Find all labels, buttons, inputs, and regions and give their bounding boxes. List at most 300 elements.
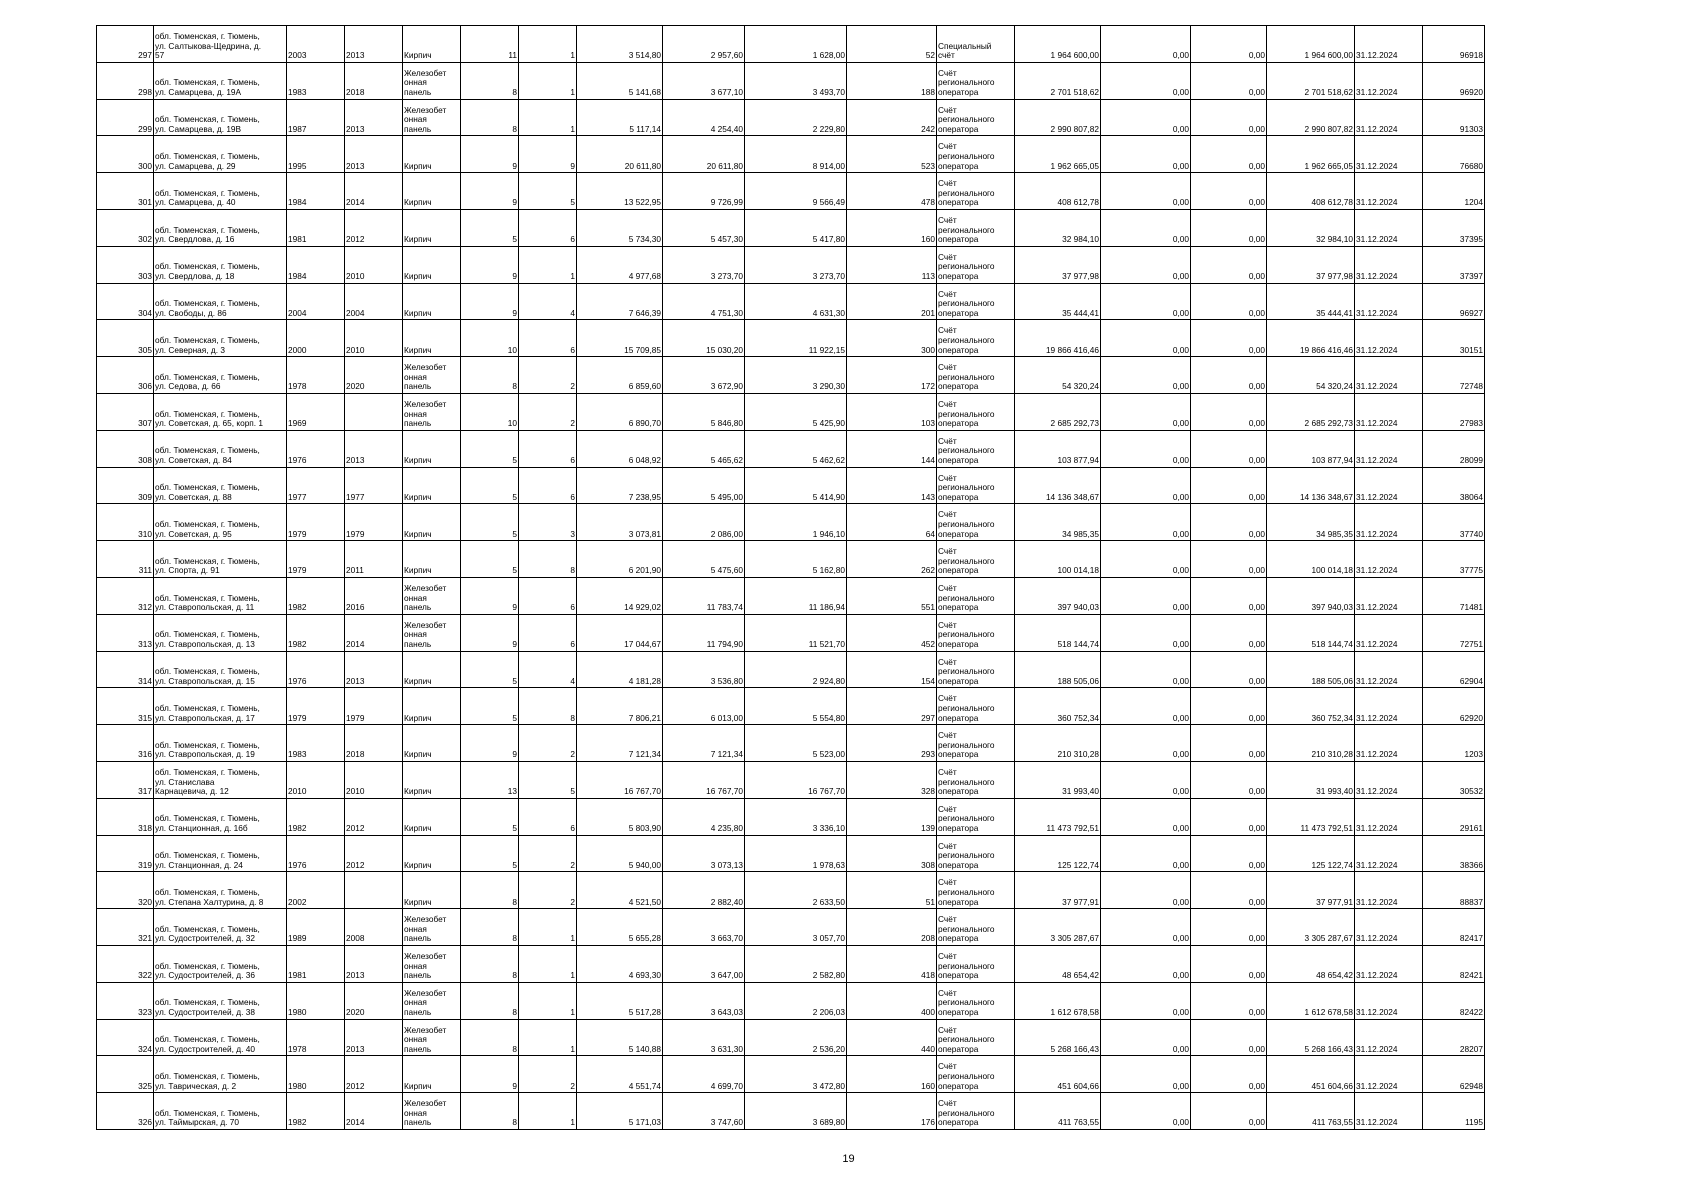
- table-row: [97, 651, 1485, 688]
- cell-residential-area: 5 462,62: [745, 430, 847, 467]
- cell-total-area: 5 141,68: [577, 62, 663, 99]
- table-row: [97, 62, 1485, 99]
- cell-total-area: 3 514,80: [577, 26, 663, 63]
- cell-living-area: 9 726,99: [663, 173, 745, 210]
- cell-report-date: 31.12.2024: [1355, 209, 1423, 246]
- cell-floors: 9: [461, 246, 519, 283]
- cell-balance: 360 752,34: [1267, 688, 1355, 725]
- cell-total-area: 5 140,88: [577, 1019, 663, 1056]
- cell-residents: 440: [847, 1019, 937, 1056]
- cell-house-id: 30151: [1423, 320, 1485, 357]
- cell-accrued-amount: 54 320,24: [1015, 357, 1101, 394]
- cell-overhaul-year: 2013: [345, 26, 403, 63]
- cell-entrances: 2: [519, 357, 577, 394]
- table-row: [97, 246, 1485, 283]
- cell-arrears: 0,00: [1191, 577, 1267, 614]
- cell-report-date: 31.12.2024: [1355, 173, 1423, 210]
- table-row: [97, 430, 1485, 467]
- cell-entrances: 6: [519, 209, 577, 246]
- cell-total-area: 7 806,21: [577, 688, 663, 725]
- cell-residential-area: 1 946,10: [745, 504, 847, 541]
- cell-living-area: 4 699,70: [663, 1056, 745, 1093]
- cell-total-area: 3 073,81: [577, 504, 663, 541]
- cell-residential-area: 3 057,70: [745, 909, 847, 946]
- cell-paid-amount: 0,00: [1101, 430, 1191, 467]
- cell-residents: 172: [847, 357, 937, 394]
- cell-wall-material: Кирпич: [403, 798, 461, 835]
- cell-wall-material: Кирпич: [403, 835, 461, 872]
- cell-build-year: 1978: [287, 1019, 345, 1056]
- cell-entrances: 4: [519, 283, 577, 320]
- cell-living-area: 2 086,00: [663, 504, 745, 541]
- cell-accrued-amount: 32 984,10: [1015, 209, 1101, 246]
- cell-accrued-amount: 11 473 792,51: [1015, 798, 1101, 835]
- cell-entrances: 1: [519, 1093, 577, 1130]
- cell-report-date: 31.12.2024: [1355, 246, 1423, 283]
- cell-overhaul-year: 2016: [345, 577, 403, 614]
- cell-row-number: 303: [97, 246, 154, 283]
- cell-build-year: 2000: [287, 320, 345, 357]
- cell-account-type: Счёт регионального оператора: [937, 982, 1015, 1019]
- cell-account-type: Счёт регионального оператора: [937, 173, 1015, 210]
- cell-report-date: 31.12.2024: [1355, 504, 1423, 541]
- cell-paid-amount: 0,00: [1101, 357, 1191, 394]
- cell-balance: 397 940,03: [1267, 577, 1355, 614]
- cell-living-area: 7 121,34: [663, 725, 745, 762]
- cell-house-id: 1204: [1423, 173, 1485, 210]
- cell-row-number: 304: [97, 283, 154, 320]
- cell-floors: 8: [461, 357, 519, 394]
- register-table: [96, 25, 1485, 1130]
- cell-address: обл. Тюменская, г. Тюмень, ул. Салтыкова-Щедрина, д. 57: [154, 26, 287, 63]
- cell-build-year: 1982: [287, 577, 345, 614]
- cell-house-id: 1195: [1423, 1093, 1485, 1130]
- cell-report-date: 31.12.2024: [1355, 798, 1423, 835]
- cell-address: обл. Тюменская, г. Тюмень, ул. Таврическая, д. 2: [154, 1056, 287, 1093]
- cell-row-number: 326: [97, 1093, 154, 1130]
- cell-residents: 144: [847, 430, 937, 467]
- cell-entrances: 6: [519, 467, 577, 504]
- cell-accrued-amount: 14 136 348,67: [1015, 467, 1101, 504]
- cell-house-id: 38064: [1423, 467, 1485, 504]
- cell-residents: 51: [847, 872, 937, 909]
- cell-paid-amount: 0,00: [1101, 173, 1191, 210]
- cell-paid-amount: 0,00: [1101, 835, 1191, 872]
- table-row: [97, 798, 1485, 835]
- cell-arrears: 0,00: [1191, 798, 1267, 835]
- cell-house-id: 62904: [1423, 651, 1485, 688]
- table-row: [97, 688, 1485, 725]
- cell-floors: 8: [461, 1019, 519, 1056]
- cell-total-area: 7 121,34: [577, 725, 663, 762]
- cell-account-type: Счёт регионального оператора: [937, 357, 1015, 394]
- cell-floors: 5: [461, 467, 519, 504]
- cell-paid-amount: 0,00: [1101, 541, 1191, 578]
- cell-build-year: 1980: [287, 982, 345, 1019]
- table-body: [97, 26, 1485, 1130]
- cell-residents: 478: [847, 173, 937, 210]
- cell-entrances: 1: [519, 982, 577, 1019]
- cell-residential-area: 2 536,20: [745, 1019, 847, 1056]
- cell-paid-amount: 0,00: [1101, 945, 1191, 982]
- cell-row-number: 306: [97, 357, 154, 394]
- cell-balance: 3 305 287,67: [1267, 909, 1355, 946]
- cell-total-area: 13 522,95: [577, 173, 663, 210]
- cell-balance: 19 866 416,46: [1267, 320, 1355, 357]
- cell-residents: 188: [847, 62, 937, 99]
- cell-account-type: Счёт регионального оператора: [937, 430, 1015, 467]
- cell-build-year: 1976: [287, 430, 345, 467]
- cell-total-area: 5 117,14: [577, 99, 663, 136]
- cell-residents: 262: [847, 541, 937, 578]
- cell-address: обл. Тюменская, г. Тюмень, ул. Самарцева, д. 19А: [154, 62, 287, 99]
- cell-house-id: 28099: [1423, 430, 1485, 467]
- cell-floors: 5: [461, 209, 519, 246]
- cell-total-area: 7 646,39: [577, 283, 663, 320]
- cell-residential-area: 3 273,70: [745, 246, 847, 283]
- cell-build-year: 2004: [287, 283, 345, 320]
- cell-house-id: 29161: [1423, 798, 1485, 835]
- cell-row-number: 308: [97, 430, 154, 467]
- cell-wall-material: Железобет онная панель: [403, 1019, 461, 1056]
- cell-wall-material: Кирпич: [403, 26, 461, 63]
- cell-balance: 14 136 348,67: [1267, 467, 1355, 504]
- cell-entrances: 9: [519, 136, 577, 173]
- table-row: [97, 945, 1485, 982]
- cell-wall-material: Железобет онная панель: [403, 62, 461, 99]
- cell-entrances: 5: [519, 173, 577, 210]
- cell-address: обл. Тюменская, г. Тюмень, ул. Советская, д. 84: [154, 430, 287, 467]
- cell-accrued-amount: 3 305 287,67: [1015, 909, 1101, 946]
- cell-account-type: Счёт регионального оператора: [937, 393, 1015, 430]
- cell-wall-material: Кирпич: [403, 136, 461, 173]
- cell-entrances: 2: [519, 393, 577, 430]
- cell-house-id: 37395: [1423, 209, 1485, 246]
- cell-accrued-amount: 2 685 292,73: [1015, 393, 1101, 430]
- cell-total-area: 5 734,30: [577, 209, 663, 246]
- cell-total-area: 4 693,30: [577, 945, 663, 982]
- cell-floors: 9: [461, 577, 519, 614]
- cell-build-year: 1979: [287, 541, 345, 578]
- cell-overhaul-year: 2013: [345, 945, 403, 982]
- cell-build-year: 1978: [287, 357, 345, 394]
- cell-overhaul-year: 2014: [345, 1093, 403, 1130]
- cell-floors: 10: [461, 393, 519, 430]
- cell-floors: 9: [461, 283, 519, 320]
- cell-total-area: 17 044,67: [577, 614, 663, 651]
- cell-account-type: Счёт регионального оператора: [937, 209, 1015, 246]
- cell-floors: 5: [461, 651, 519, 688]
- cell-paid-amount: 0,00: [1101, 614, 1191, 651]
- cell-build-year: 2010: [287, 761, 345, 798]
- cell-residents: 551: [847, 577, 937, 614]
- cell-floors: 5: [461, 835, 519, 872]
- cell-floors: 9: [461, 725, 519, 762]
- cell-build-year: 1979: [287, 504, 345, 541]
- cell-floors: 9: [461, 173, 519, 210]
- cell-residents: 160: [847, 1056, 937, 1093]
- cell-paid-amount: 0,00: [1101, 688, 1191, 725]
- table-row: [97, 982, 1485, 1019]
- cell-residential-area: 5 414,90: [745, 467, 847, 504]
- cell-address: обл. Тюменская, г. Тюмень, ул. Самарцева, д. 29: [154, 136, 287, 173]
- cell-wall-material: Железобет онная панель: [403, 945, 461, 982]
- cell-residents: 452: [847, 614, 937, 651]
- cell-overhaul-year: [345, 872, 403, 909]
- cell-entrances: 2: [519, 1056, 577, 1093]
- cell-residential-area: 9 566,49: [745, 173, 847, 210]
- cell-overhaul-year: 2010: [345, 246, 403, 283]
- cell-paid-amount: 0,00: [1101, 982, 1191, 1019]
- cell-report-date: 31.12.2024: [1355, 761, 1423, 798]
- cell-row-number: 307: [97, 393, 154, 430]
- cell-arrears: 0,00: [1191, 761, 1267, 798]
- cell-balance: 5 268 166,43: [1267, 1019, 1355, 1056]
- cell-arrears: 0,00: [1191, 504, 1267, 541]
- cell-overhaul-year: 2014: [345, 614, 403, 651]
- cell-accrued-amount: 1 612 678,58: [1015, 982, 1101, 1019]
- cell-wall-material: Кирпич: [403, 467, 461, 504]
- cell-row-number: 325: [97, 1056, 154, 1093]
- cell-paid-amount: 0,00: [1101, 99, 1191, 136]
- cell-build-year: 1981: [287, 945, 345, 982]
- cell-total-area: 5 803,90: [577, 798, 663, 835]
- cell-overhaul-year: 2011: [345, 541, 403, 578]
- cell-house-id: 91303: [1423, 99, 1485, 136]
- cell-account-type: Счёт регионального оператора: [937, 798, 1015, 835]
- cell-paid-amount: 0,00: [1101, 209, 1191, 246]
- cell-wall-material: Железобет онная панель: [403, 982, 461, 1019]
- cell-house-id: 88837: [1423, 872, 1485, 909]
- cell-address: обл. Тюменская, г. Тюмень, ул. Северная, д. 3: [154, 320, 287, 357]
- cell-house-id: 30532: [1423, 761, 1485, 798]
- cell-accrued-amount: 103 877,94: [1015, 430, 1101, 467]
- cell-house-id: 37775: [1423, 541, 1485, 578]
- cell-overhaul-year: 1979: [345, 688, 403, 725]
- cell-wall-material: Железобет онная панель: [403, 577, 461, 614]
- cell-balance: 2 701 518,62: [1267, 62, 1355, 99]
- cell-report-date: 31.12.2024: [1355, 835, 1423, 872]
- cell-row-number: 316: [97, 725, 154, 762]
- cell-living-area: 11 794,90: [663, 614, 745, 651]
- cell-living-area: 3 631,30: [663, 1019, 745, 1056]
- cell-report-date: 31.12.2024: [1355, 62, 1423, 99]
- cell-wall-material: Кирпич: [403, 173, 461, 210]
- cell-paid-amount: 0,00: [1101, 725, 1191, 762]
- cell-balance: 518 144,74: [1267, 614, 1355, 651]
- table-row: [97, 1093, 1485, 1130]
- cell-total-area: 6 890,70: [577, 393, 663, 430]
- cell-living-area: 20 611,80: [663, 136, 745, 173]
- cell-living-area: 2 957,60: [663, 26, 745, 63]
- cell-address: обл. Тюменская, г. Тюмень, ул. Советская, д. 95: [154, 504, 287, 541]
- cell-house-id: 62948: [1423, 1056, 1485, 1093]
- cell-paid-amount: 0,00: [1101, 1019, 1191, 1056]
- cell-residential-area: 1 628,00: [745, 26, 847, 63]
- cell-balance: 31 993,40: [1267, 761, 1355, 798]
- cell-house-id: 1203: [1423, 725, 1485, 762]
- cell-total-area: 5 171,03: [577, 1093, 663, 1130]
- cell-report-date: 31.12.2024: [1355, 393, 1423, 430]
- cell-house-id: 76680: [1423, 136, 1485, 173]
- cell-account-type: Счёт регионального оператора: [937, 1056, 1015, 1093]
- cell-balance: 188 505,06: [1267, 651, 1355, 688]
- cell-balance: 35 444,41: [1267, 283, 1355, 320]
- cell-build-year: 2002: [287, 872, 345, 909]
- cell-overhaul-year: 2010: [345, 761, 403, 798]
- cell-wall-material: Кирпич: [403, 1056, 461, 1093]
- cell-address: обл. Тюменская, г. Тюмень, ул. Седова, д. 66: [154, 357, 287, 394]
- cell-entrances: 6: [519, 430, 577, 467]
- cell-row-number: 309: [97, 467, 154, 504]
- cell-row-number: 305: [97, 320, 154, 357]
- table-row: [97, 393, 1485, 430]
- cell-report-date: 31.12.2024: [1355, 541, 1423, 578]
- cell-row-number: 318: [97, 798, 154, 835]
- cell-report-date: 31.12.2024: [1355, 872, 1423, 909]
- cell-address: обл. Тюменская, г. Тюмень, ул. Судостроителей, д. 36: [154, 945, 287, 982]
- cell-balance: 103 877,94: [1267, 430, 1355, 467]
- cell-house-id: 96918: [1423, 26, 1485, 63]
- cell-wall-material: Кирпич: [403, 320, 461, 357]
- cell-row-number: 323: [97, 982, 154, 1019]
- cell-residential-area: 16 767,70: [745, 761, 847, 798]
- cell-report-date: 31.12.2024: [1355, 357, 1423, 394]
- cell-wall-material: Железобет онная панель: [403, 1093, 461, 1130]
- cell-balance: 48 654,42: [1267, 945, 1355, 982]
- cell-wall-material: Кирпич: [403, 283, 461, 320]
- cell-accrued-amount: 1 964 600,00: [1015, 26, 1101, 63]
- cell-house-id: 82421: [1423, 945, 1485, 982]
- cell-house-id: 27983: [1423, 393, 1485, 430]
- table-row: [97, 541, 1485, 578]
- cell-house-id: 72748: [1423, 357, 1485, 394]
- cell-residential-area: 11 922,15: [745, 320, 847, 357]
- cell-report-date: 31.12.2024: [1355, 577, 1423, 614]
- cell-balance: 411 763,55: [1267, 1093, 1355, 1130]
- cell-total-area: 20 611,80: [577, 136, 663, 173]
- cell-entrances: 2: [519, 725, 577, 762]
- cell-total-area: 5 517,28: [577, 982, 663, 1019]
- cell-report-date: 31.12.2024: [1355, 725, 1423, 762]
- cell-balance: 32 984,10: [1267, 209, 1355, 246]
- cell-overhaul-year: 2010: [345, 320, 403, 357]
- cell-living-area: 15 030,20: [663, 320, 745, 357]
- cell-account-type: Счёт регионального оператора: [937, 62, 1015, 99]
- cell-address: обл. Тюменская, г. Тюмень, ул. Станционная, д. 24: [154, 835, 287, 872]
- cell-account-type: Счёт регионального оператора: [937, 1093, 1015, 1130]
- cell-build-year: 1984: [287, 246, 345, 283]
- cell-wall-material: Железобет онная панель: [403, 393, 461, 430]
- cell-arrears: 0,00: [1191, 945, 1267, 982]
- cell-build-year: 1984: [287, 173, 345, 210]
- cell-accrued-amount: 35 444,41: [1015, 283, 1101, 320]
- cell-overhaul-year: 2008: [345, 909, 403, 946]
- cell-floors: 5: [461, 541, 519, 578]
- cell-residential-area: 4 631,30: [745, 283, 847, 320]
- cell-address: обл. Тюменская, г. Тюмень, ул. Судостроителей, д. 32: [154, 909, 287, 946]
- cell-residential-area: 8 914,00: [745, 136, 847, 173]
- cell-living-area: 5 846,80: [663, 393, 745, 430]
- cell-house-id: 96920: [1423, 62, 1485, 99]
- cell-overhaul-year: 2012: [345, 835, 403, 872]
- cell-arrears: 0,00: [1191, 283, 1267, 320]
- cell-total-area: 5 940,00: [577, 835, 663, 872]
- cell-entrances: 4: [519, 651, 577, 688]
- cell-entrances: 1: [519, 99, 577, 136]
- cell-balance: 210 310,28: [1267, 725, 1355, 762]
- cell-floors: 8: [461, 99, 519, 136]
- cell-overhaul-year: 2004: [345, 283, 403, 320]
- cell-house-id: 38366: [1423, 835, 1485, 872]
- cell-row-number: 314: [97, 651, 154, 688]
- cell-house-id: 82422: [1423, 982, 1485, 1019]
- cell-account-type: Специальный счёт: [937, 26, 1015, 63]
- cell-overhaul-year: 2012: [345, 1056, 403, 1093]
- cell-address: обл. Тюменская, г. Тюмень, ул. Ставропольская, д. 13: [154, 614, 287, 651]
- cell-account-type: Счёт регионального оператора: [937, 283, 1015, 320]
- cell-paid-amount: 0,00: [1101, 577, 1191, 614]
- cell-accrued-amount: 210 310,28: [1015, 725, 1101, 762]
- cell-build-year: 1979: [287, 688, 345, 725]
- cell-overhaul-year: 2013: [345, 99, 403, 136]
- cell-residential-area: 2 633,50: [745, 872, 847, 909]
- cell-row-number: 320: [97, 872, 154, 909]
- cell-overhaul-year: 1979: [345, 504, 403, 541]
- cell-residents: 242: [847, 99, 937, 136]
- cell-build-year: 1995: [287, 136, 345, 173]
- cell-residential-area: 1 978,63: [745, 835, 847, 872]
- cell-accrued-amount: 2 990 807,82: [1015, 99, 1101, 136]
- cell-balance: 451 604,66: [1267, 1056, 1355, 1093]
- cell-address: обл. Тюменская, г. Тюмень, ул. Степана Халтурина, д. 8: [154, 872, 287, 909]
- cell-living-area: 11 783,74: [663, 577, 745, 614]
- cell-row-number: 321: [97, 909, 154, 946]
- cell-arrears: 0,00: [1191, 614, 1267, 651]
- cell-residents: 143: [847, 467, 937, 504]
- cell-balance: 408 612,78: [1267, 173, 1355, 210]
- cell-overhaul-year: 2018: [345, 62, 403, 99]
- cell-house-id: 82417: [1423, 909, 1485, 946]
- cell-balance: 37 977,98: [1267, 246, 1355, 283]
- cell-overhaul-year: 2020: [345, 357, 403, 394]
- cell-accrued-amount: 37 977,98: [1015, 246, 1101, 283]
- cell-accrued-amount: 360 752,34: [1015, 688, 1101, 725]
- cell-total-area: 6 859,60: [577, 357, 663, 394]
- cell-row-number: 301: [97, 173, 154, 210]
- cell-floors: 5: [461, 688, 519, 725]
- cell-account-type: Счёт регионального оператора: [937, 467, 1015, 504]
- cell-house-id: 62920: [1423, 688, 1485, 725]
- cell-wall-material: Кирпич: [403, 504, 461, 541]
- cell-wall-material: Кирпич: [403, 430, 461, 467]
- cell-wall-material: Железобет онная панель: [403, 99, 461, 136]
- cell-address: обл. Тюменская, г. Тюмень, ул. Спорта, д. 91: [154, 541, 287, 578]
- table-row: [97, 725, 1485, 762]
- cell-report-date: 31.12.2024: [1355, 1019, 1423, 1056]
- cell-living-area: 5 475,60: [663, 541, 745, 578]
- cell-living-area: 3 677,10: [663, 62, 745, 99]
- cell-account-type: Счёт регионального оператора: [937, 136, 1015, 173]
- cell-accrued-amount: 2 701 518,62: [1015, 62, 1101, 99]
- cell-account-type: Счёт регионального оператора: [937, 577, 1015, 614]
- cell-balance: 1 612 678,58: [1267, 982, 1355, 1019]
- table-row: [97, 99, 1485, 136]
- cell-residential-area: 3 689,80: [745, 1093, 847, 1130]
- cell-account-type: Счёт регионального оператора: [937, 320, 1015, 357]
- table-row: [97, 320, 1485, 357]
- cell-arrears: 0,00: [1191, 909, 1267, 946]
